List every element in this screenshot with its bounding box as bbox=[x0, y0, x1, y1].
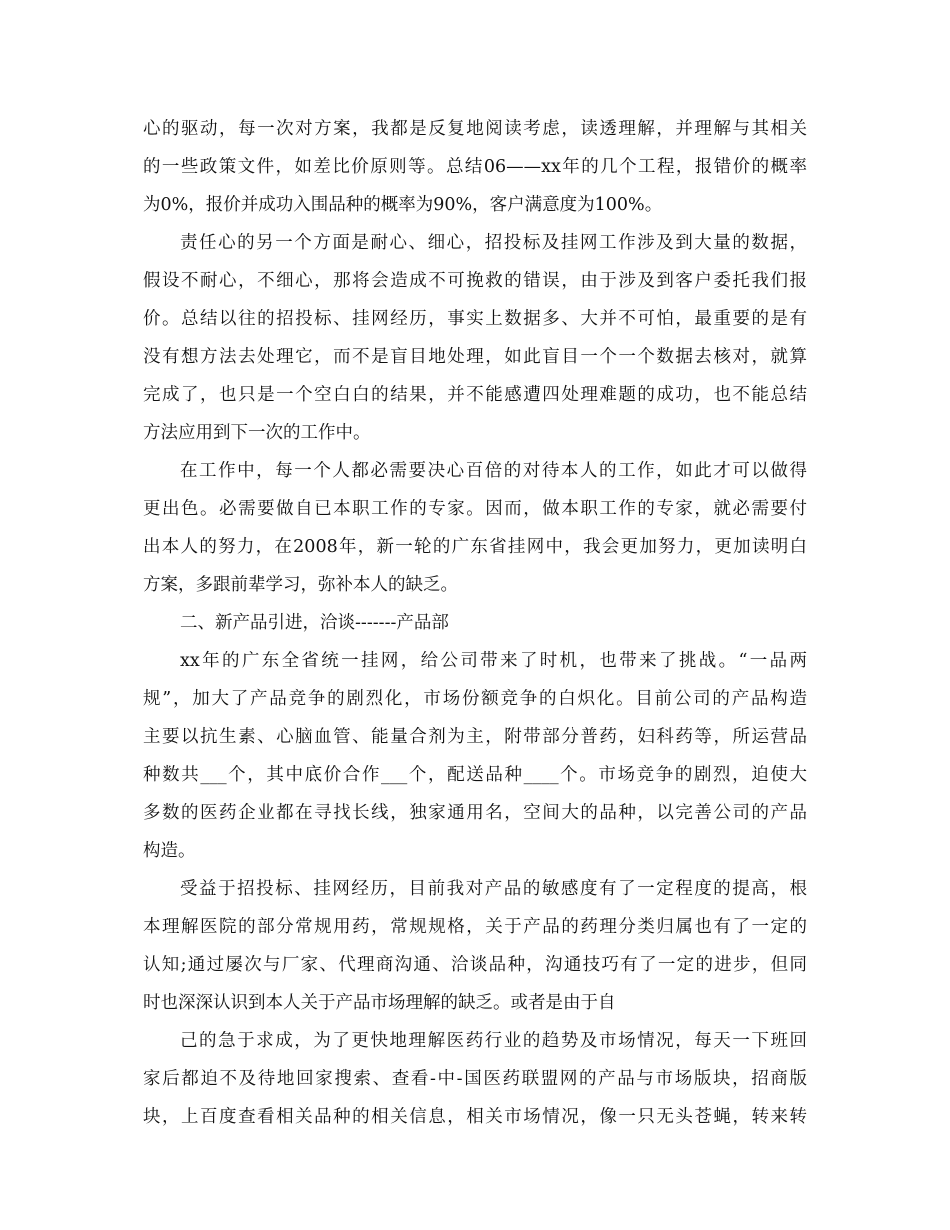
section-heading bbox=[143, 604, 807, 642]
document-page bbox=[143, 110, 807, 1136]
text-line: 的一些政策文件，如差比价原则等。总结06——xx年的几个工程，报错价的概率 bbox=[143, 157, 807, 177]
text-line: 规”，加大了产品竞争的剧烈化，市场份额竞争的白炽化。目前公司的产品构造 bbox=[143, 689, 807, 709]
text-line: 家后都迫不及待地回家搜索、查看-中-国医药联盟网的产品与市场版块，招商版 bbox=[143, 1069, 807, 1089]
paragraph bbox=[143, 224, 807, 452]
text-line: 主要以抗生素、心脑血管、能量合剂为主，附带部分普药，妇科药等，所运营品 bbox=[143, 727, 807, 747]
text-line: 假设不耐心，不细心，那将会造成不可挽救的错误，由于涉及到客户委托我们报 bbox=[143, 271, 807, 291]
text-line: 没有想方法去处理它，而不是盲目地处理，如此盲目一个一个数据去核对，就算 bbox=[143, 347, 807, 367]
text-line: 种数共___个，其中底价合作___个，配送品种____个。市场竞争的剧烈，迫使大 bbox=[143, 765, 807, 785]
text-line: 为0%，报价并成功入围品种的概率为90%，客户满意度为100%。 bbox=[143, 195, 663, 215]
text-line: 块，上百度查看相关品种的相关信息，相关市场情况，像一只无头苍蝇，转来转 bbox=[143, 1107, 807, 1127]
paragraph bbox=[143, 452, 807, 604]
paragraph bbox=[143, 110, 807, 224]
text-line: xx年的广东全省统一挂网，给公司带来了时机，也带来了挑战。“一品两 bbox=[180, 651, 807, 671]
paragraph bbox=[143, 642, 807, 870]
text-line: 己的急于求成，为了更快地理解医药行业的趋势及市场情况，每天一下班回 bbox=[180, 1031, 807, 1051]
text-line: 出本人的努力，在2008年，新一轮的广东省挂网中，我会更加努力，更加读明白 bbox=[143, 537, 807, 557]
text-line: 方案，多跟前辈学习，弥补本人的缺乏。 bbox=[143, 575, 458, 595]
text-line: 心的驱动，每一次对方案，我都是反复地阅读考虑，读透理解，并理解与其相关 bbox=[143, 119, 807, 139]
text-line: 二、新产品引进，洽谈-------产品部 bbox=[180, 613, 449, 633]
text-line: 构造。 bbox=[143, 841, 196, 861]
text-line: 完成了，也只是一个空白白的结果，并不能感遭四处理难题的成功，也不能总结 bbox=[143, 385, 807, 405]
paragraph bbox=[143, 870, 807, 1022]
text-line: 受益于招投标、挂网经历，目前我对产品的敏感度有了一定程度的提高，根 bbox=[180, 879, 807, 899]
text-line: 更出色。必需要做自已本职工作的专家。因而，做本职工作的专家，就必需要付 bbox=[143, 499, 807, 519]
paragraph bbox=[143, 1022, 807, 1136]
text-line: 在工作中，每一个人都必需要决心百倍的对待本人的工作，如此才可以做得 bbox=[180, 461, 807, 481]
text-line: 时也深深认识到本人关于产品市场理解的缺乏。或者是由于自 bbox=[143, 993, 616, 1013]
text-line: 本理解医院的部分常规用药，常规规格，关于产品的药理分类归属也有了一定的 bbox=[143, 917, 807, 937]
text-line: 认知;通过屡次与厂家、代理商沟通、洽谈品种，沟通技巧有了一定的进步，但同 bbox=[143, 955, 807, 975]
text-line: 方法应用到下一次的工作中。 bbox=[143, 423, 371, 443]
text-line: 价。总结以往的招投标、挂网经历，事实上数据多、大并不可怕，最重要的是有 bbox=[143, 309, 807, 329]
text-line: 多数的医药企业都在寻找长线，独家通用名，空间大的品种，以完善公司的产品 bbox=[143, 803, 807, 823]
text-line: 责任心的另一个方面是耐心、细心，招投标及挂网工作涉及到大量的数据， bbox=[180, 233, 807, 253]
